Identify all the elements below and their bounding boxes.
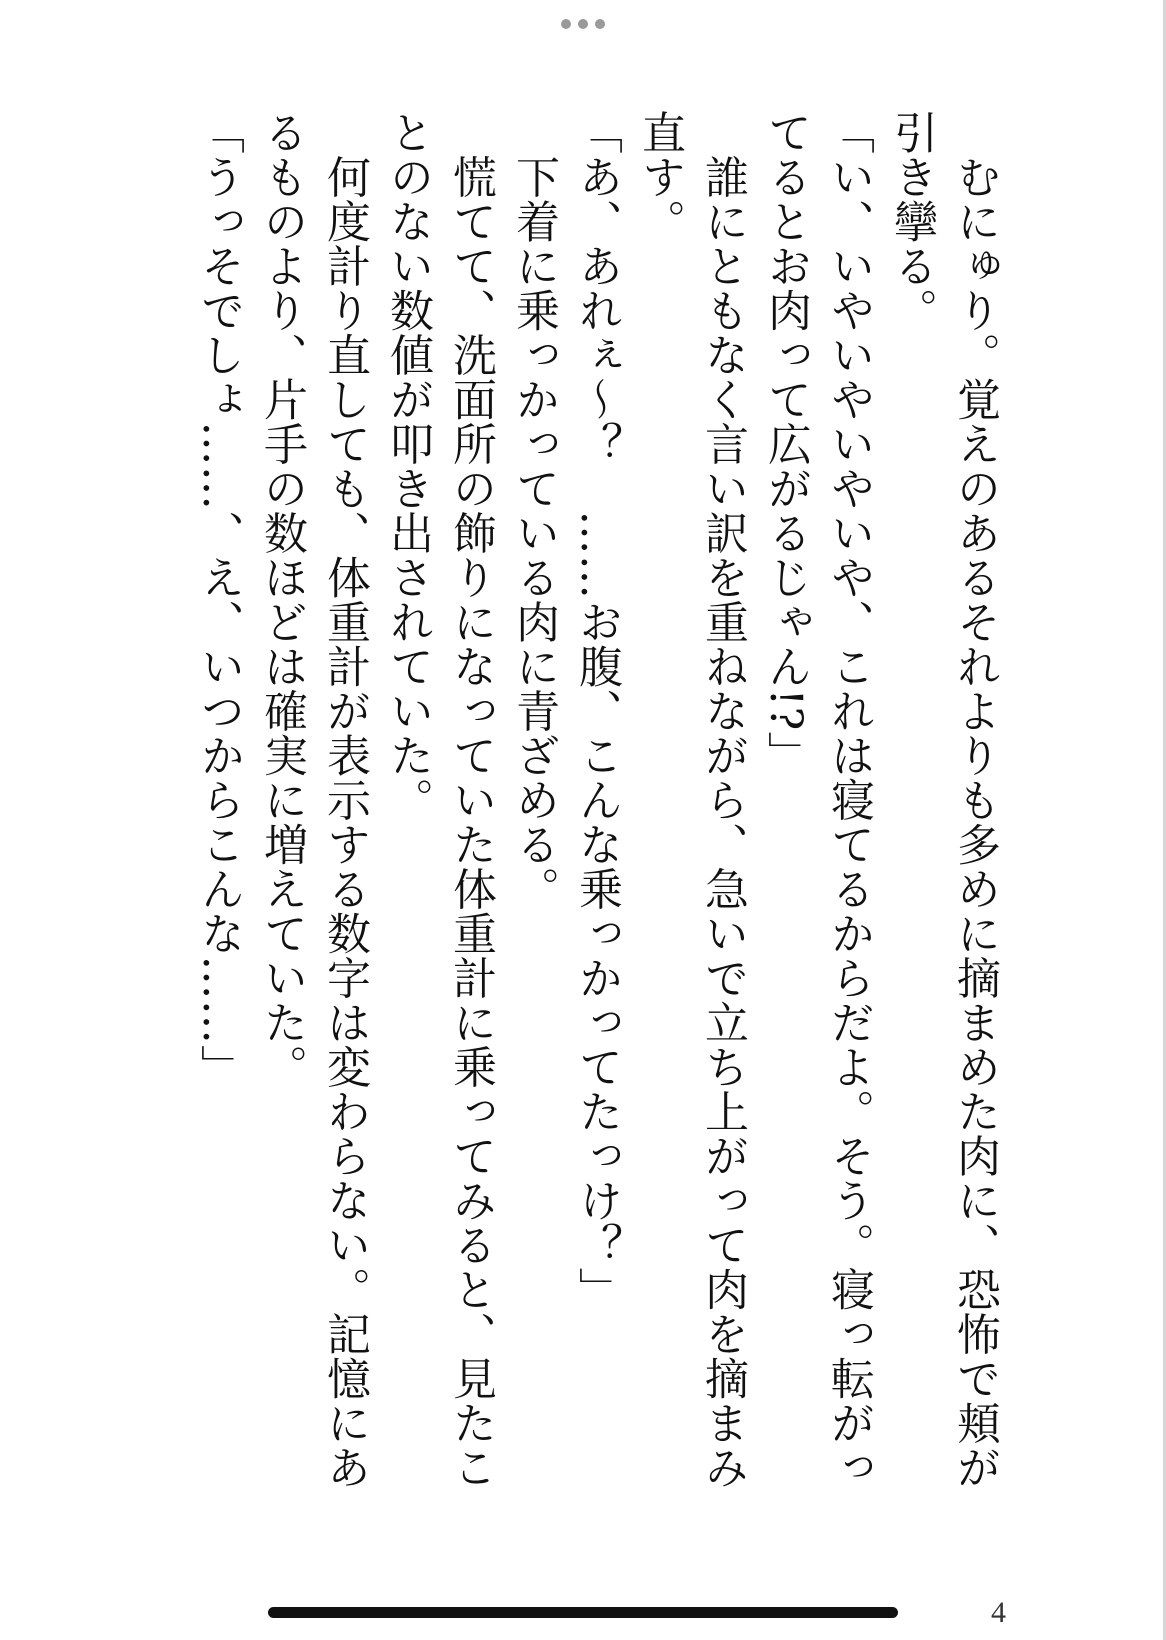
paragraph: 「あ、あれぇ〜？ ……お腹、こんな乗っかってたっけ？」 <box>571 110 622 1312</box>
home-indicator[interactable] <box>268 1607 898 1618</box>
vertical-text-body <box>156 110 1006 1530</box>
paragraph: 誰にともなく言い訳を重ねながら、急いで立ち上がって肉を摘まみ直す。 <box>634 110 748 1490</box>
paragraph: 「うっそでしょ……、え、いつからこんな……」 <box>193 110 244 1089</box>
paragraph: 慌てて、洗面所の飾りになっていた体重計に乗ってみると、見たことのない数値が叩き出されていた。 <box>382 110 496 1490</box>
page-number: 4 <box>991 1596 1006 1629</box>
paragraph: 何度計り直しても、体重計が表示する数字は変わらない。記憶にあるものより、片手の数ほどは確実に増えていた。 <box>256 110 370 1490</box>
menu-dot <box>578 19 588 29</box>
menu-dot <box>595 19 605 29</box>
paragraph: むにゅり。覚えのあるそれよりも多めに摘まめた肉に、恐怖で頬が引き攣る。 <box>886 110 1000 1490</box>
paragraph: 下着に乗っかっている肉に青ざめる。 <box>508 110 559 911</box>
menu-dot <box>561 19 571 29</box>
paragraph: 「い、いやいやいやいや、これは寝てるからだよ。そう。寝っ転がってるとお肉って広がるじゃん!?」 <box>760 110 874 1490</box>
ellipsis-icon[interactable] <box>561 18 605 30</box>
